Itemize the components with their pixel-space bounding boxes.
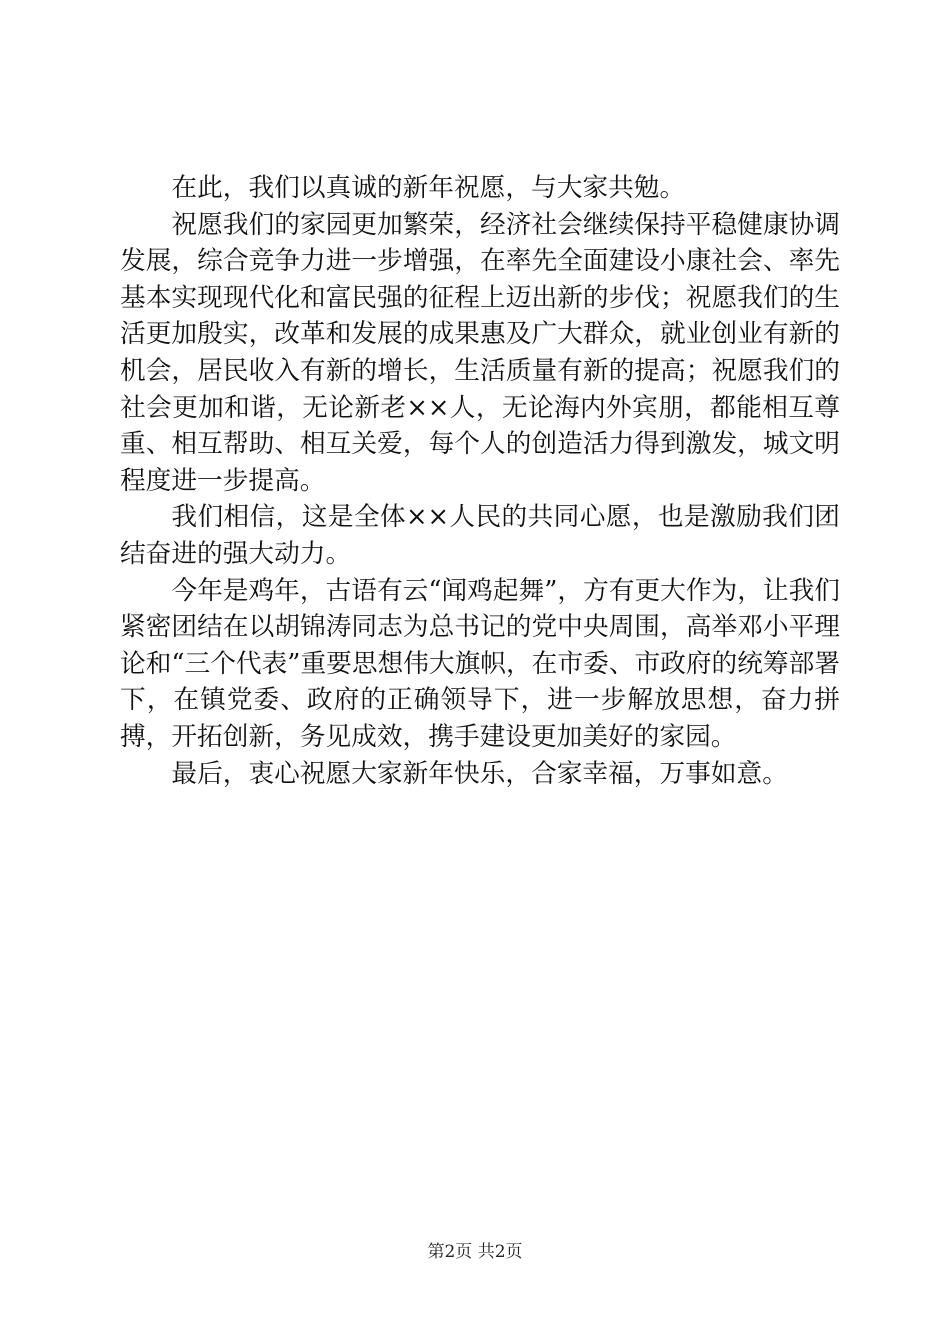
document-body xyxy=(120,170,840,792)
paragraph-closing: 最后，衷心祝愿大家新年快乐，合家幸福，万事如意。 xyxy=(171,758,788,789)
paragraph-belief: 我们相信，这是全体××人民的共同心愿，也是激励我们团结奋进的强大动力。 xyxy=(120,502,840,569)
paragraph-greeting: 在此，我们以真诚的新年祝愿，与大家共勉。 xyxy=(171,173,686,203)
page-footer: 第2页 共2页 xyxy=(427,1242,523,1262)
paragraph-wishes: 祝愿我们的家园更加繁荣，经济社会继续保持平稳健康协调发展，综合竞争力进一步增强，在率先全面建设小康社会、率先基本实现现代化和富民强的征程上迈出新的步伐；祝愿我们的生活更加殷实，改革和发展的成果惠及广大群众，就业创业有新的机会，居民收入有新的增长，生活质量有新的提高；祝愿我们的社会更加和谐，无论新老××人，无论海内外宾朋，都能相互尊重、相互帮助、相互关爱，每个人的创造活力得到激发，城文明程度进一步提高。 xyxy=(120,209,840,496)
paragraph-call-to-action: 今年是鸡年，古语有云“闻鸡起舞”，方有更大作为，让我们紧密团结在以胡锦涛同志为总书记的党中央周围，高举邓小平理论和“三个代表”重要思想伟大旗帜，在市委、市政府的统筹部署下，在镇党委、政府的正确领导下，进一步解放思想，奋力拼搏，开拓创新，务见成效，携手建设更加美好的家园。 xyxy=(120,575,840,752)
